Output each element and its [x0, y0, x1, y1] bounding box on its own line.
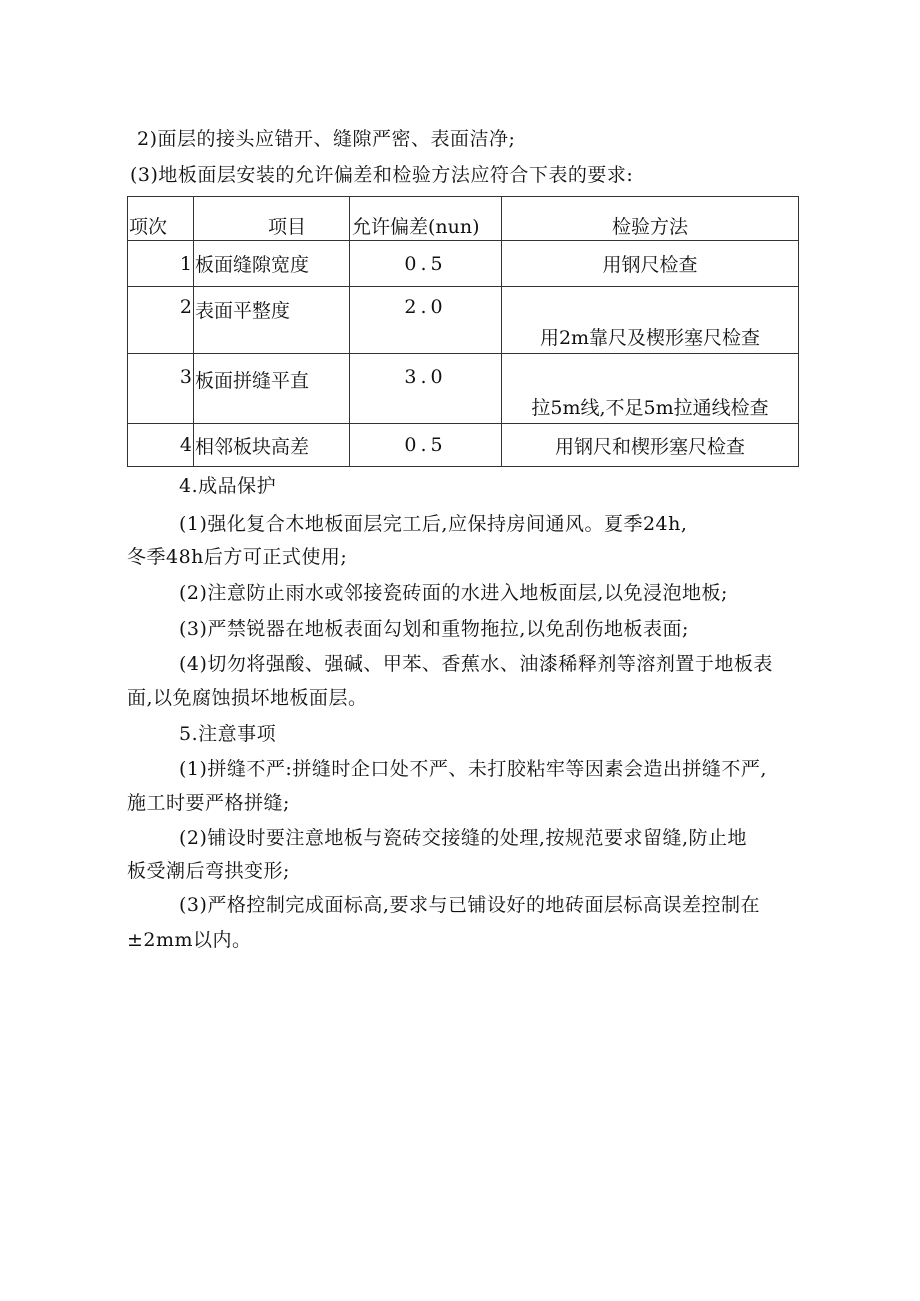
row-item: 表面平整度 — [194, 287, 350, 354]
section-5-title: 5.注意事项 — [179, 723, 277, 745]
section-4-p4-line1: (4)切勿将强酸、强碱、甲苯、香蕉水、油漆稀释剂等溶剂置于地板表 — [179, 653, 773, 675]
section-4-p1-line2: 冬季48h后方可正式使用; — [127, 546, 348, 568]
row-item: 板面拼缝平直 — [194, 354, 350, 424]
section-4-title: 4.成品保护 — [179, 475, 277, 497]
row-item: 相邻板块高差 — [194, 424, 350, 467]
section-5-p3-line2: ±2mm以内。 — [127, 929, 252, 951]
row-deviation: 0.5 — [350, 424, 502, 467]
section-4-p1-line1: (1)强化复合木地板面层完工后,应保持房间通风。夏季24h, — [179, 513, 688, 535]
table-row — [128, 424, 799, 467]
section-5-p2-line2: 板受潮后弯拱变形; — [127, 860, 290, 882]
section-4-p4-line2: 面,以免腐蚀损坏地板面层。 — [127, 687, 368, 709]
row-deviation: 3.0 — [350, 354, 502, 424]
table-row — [128, 287, 799, 354]
intro-line-2: (3)地板面层安装的允许偏差和检验方法应符合下表的要求: — [130, 164, 634, 186]
section-4-p2: (2)注意防止雨水或邻接瓷砖面的水进入地板面层,以免浸泡地板; — [179, 582, 728, 604]
row-no: 2 — [128, 287, 194, 354]
header-deviation: 允许偏差(nun) — [350, 197, 502, 241]
section-4-p3: (3)严禁锐器在地板表面勾划和重物拖拉,以免刮伤地板表面; — [179, 618, 689, 640]
header-item: 项目 — [194, 197, 350, 241]
table-row — [128, 354, 799, 424]
row-deviation: 0.5 — [350, 241, 502, 287]
header-method: 检验方法 — [502, 197, 799, 241]
row-method: 用钢尺检查 — [502, 241, 799, 287]
row-no: 1 — [128, 241, 194, 287]
row-method: 用2m靠尺及楔形塞尺检查 — [502, 287, 799, 354]
row-method: 拉5m线,不足5m拉通线检查 — [502, 354, 799, 424]
section-5-p1-line1: (1)拼缝不严:拼缝时企口处不严、未打胶粘牢等因素会造出拼缝不严, — [179, 758, 767, 780]
row-deviation: 2.0 — [350, 287, 502, 354]
row-item: 板面缝隙宽度 — [194, 241, 350, 287]
row-method: 用钢尺和楔形塞尺检查 — [502, 424, 799, 467]
section-5-p1-line2: 施工时要严格拼缝; — [127, 792, 290, 814]
table-header-row — [128, 197, 799, 241]
table-row — [128, 241, 799, 287]
section-5-p2-line1: (2)铺设时要注意地板与瓷砖交接缝的处理,按规范要求留缝,防止地 — [179, 827, 747, 849]
section-5-p3-line1: (3)严格控制完成面标高,要求与已铺设好的地砖面层标高误差控制在 — [179, 894, 760, 916]
row-no: 4 — [128, 424, 194, 467]
intro-line-1: 2)面层的接头应错开、缝隙严密、表面洁净; — [137, 128, 516, 150]
deviation-table — [127, 196, 799, 467]
header-no: 项次 — [128, 197, 194, 241]
row-no: 3 — [128, 354, 194, 424]
